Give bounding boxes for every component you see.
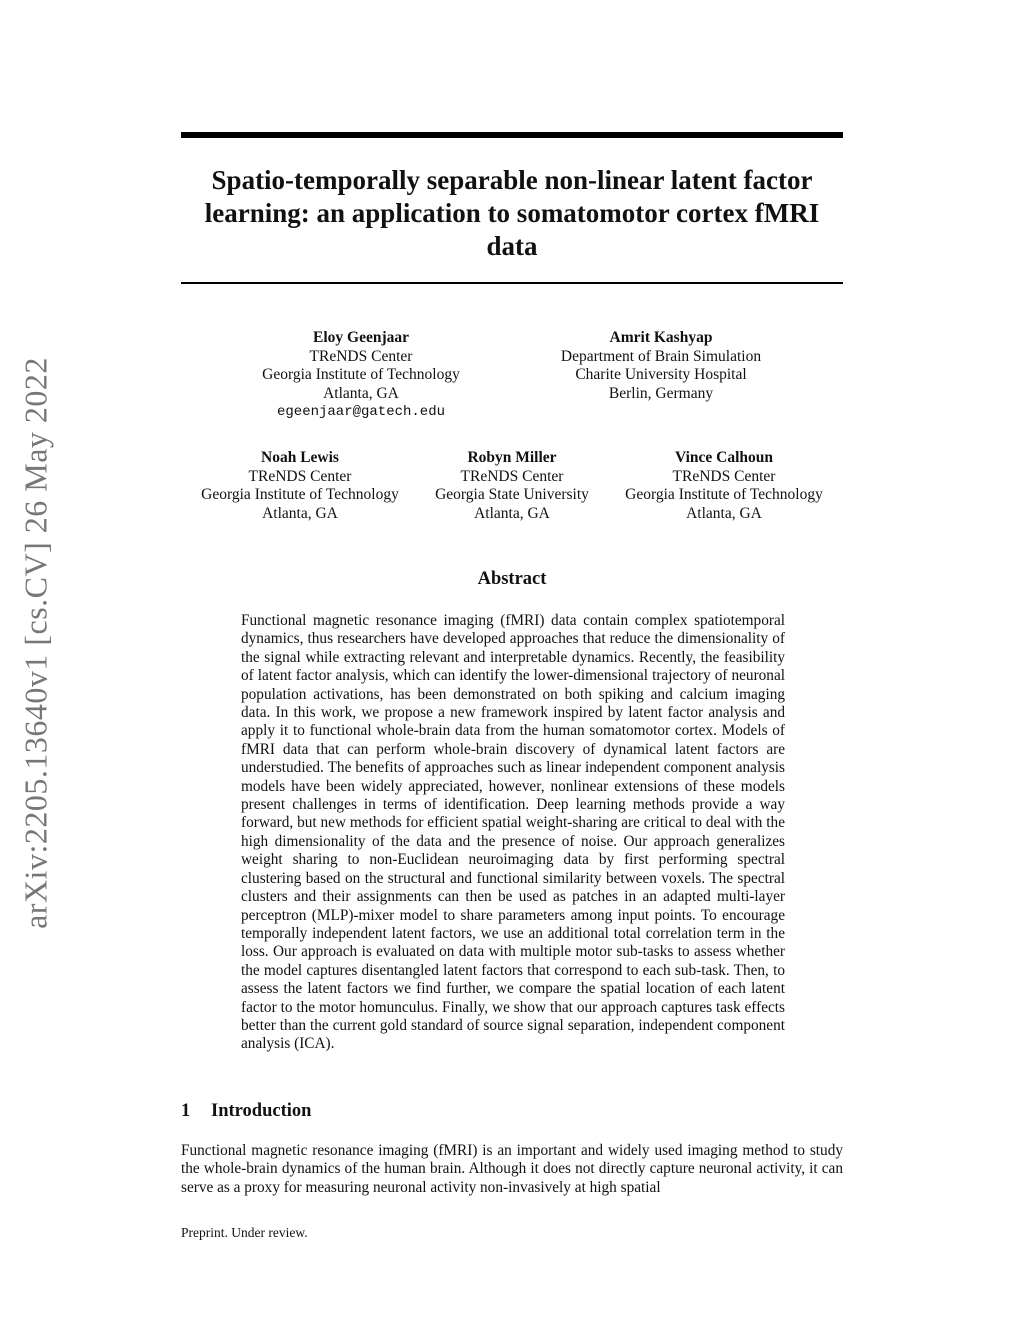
author-block [185,449,415,523]
abstract-text: Functional magnetic resonance imaging (fMRI) data contain complex spatiotemporal dynamics, thus researchers have developed approaches that reduce the dimensionality of the signal while extracting relevant and interpretable dynamics. Recently, the feasibility of latent factor analysis, which can identify the lower-dimensional trajectory of neuronal population activations, has been demonstrated on both spiking and calcium imaging data. In this work, we propose a new framework inspired by latent factor analysis and apply it to functional whole-brain data from the human somatomotor cortex. Models of fMRI data that can perform whole-brain discovery of dynamical latent factors are understudied. The benefits of approaches such as linear independent component analysis models have been widely appreciated, however, nonlinear extensions of these models present challenges in terms of identification. Deep learning methods provide a way forward, but new methods for efficient spatial weight-sharing are critical to deal with the high dimensionality of the data and the presence of noise. Our approach generalizes weight sharing to non-Euclidean neuroimaging data by first performing spectral clustering based on the structural and functional similarity between voxels. The spectral clusters and their assignments can then be used as patches in an adapted multi-layer perceptron (MLP)-mixer model to share parameters among input points. To encourage temporally independent latent factors, we use an additional total correlation term in the loss. Our approach is evaluated on data with multiple motor sub-tasks to assess whether the model captures disentangled latent factors that correspond to each sub-task. Then, to assess the latent factors we find further, we compare the spatial location of each latent factor to the motor homunculus. Finally, we show that our approach captures task effects better than the current gold standard of source signal separation, independent component analysis (ICA). [241,612,785,1053]
author-location: Atlanta, GA [262,504,338,522]
abstract-heading: Abstract [477,569,547,589]
author-affiliation: Georgia Institute of Technology [201,486,399,503]
author-affiliation: TReNDS Center [672,467,776,485]
title-top-rule [181,132,843,138]
author-name: Vince Calhoun [674,449,774,466]
author-name: Robyn Miller [467,449,557,466]
author-location: Atlanta, GA [474,504,550,522]
introduction-text: Functional magnetic resonance imaging (fMRI) is an important and widely used imaging method to study the whole-brain dynamics of the human brain. Although it does not directly capture neuronal activity, it can serve as a proxy for measuring neuronal activity non-invasively at high spatial [181,1142,843,1196]
title-bottom-rule [181,282,843,284]
author-affiliation: TReNDS Center [248,467,352,485]
section-title: Introduction [211,1101,312,1121]
author-affiliation: Department of Brain Simulation [560,347,762,365]
paper-title: Spatio-temporally separable non-linear latent factor learning: an application to somatomotor cortex fMRI data [204,165,820,261]
author-name: Amrit Kashyap [609,329,713,346]
author-name: Noah Lewis [261,449,339,466]
author-affiliation: TReNDS Center [460,467,564,485]
preprint-footer: Preprint. Under review. [181,1225,308,1240]
section-number: 1 [181,1101,191,1121]
author-name: Eloy Geenjaar [313,329,409,346]
author-block [241,329,481,422]
author-location: Berlin, Germany [608,384,714,402]
author-affiliation: Georgia Institute of Technology [262,366,460,383]
author-email[interactable]: egeenjaar@gatech.edu [276,404,446,420]
author-block [609,449,839,523]
author-affiliation: Georgia State University [435,486,589,503]
arxiv-identifier: arXiv:2205.13640v1 [cs.CV] 26 May 2022 [17,357,54,929]
author-affiliation: TReNDS Center [309,347,413,365]
author-affiliation: Charite University Hospital [575,366,747,383]
author-location: Atlanta, GA [686,504,762,522]
author-block [417,449,607,523]
author-block [531,329,791,403]
section-heading-introduction [181,1101,311,1122]
author-affiliation: Georgia Institute of Technology [625,486,823,503]
author-location: Atlanta, GA [323,384,399,402]
